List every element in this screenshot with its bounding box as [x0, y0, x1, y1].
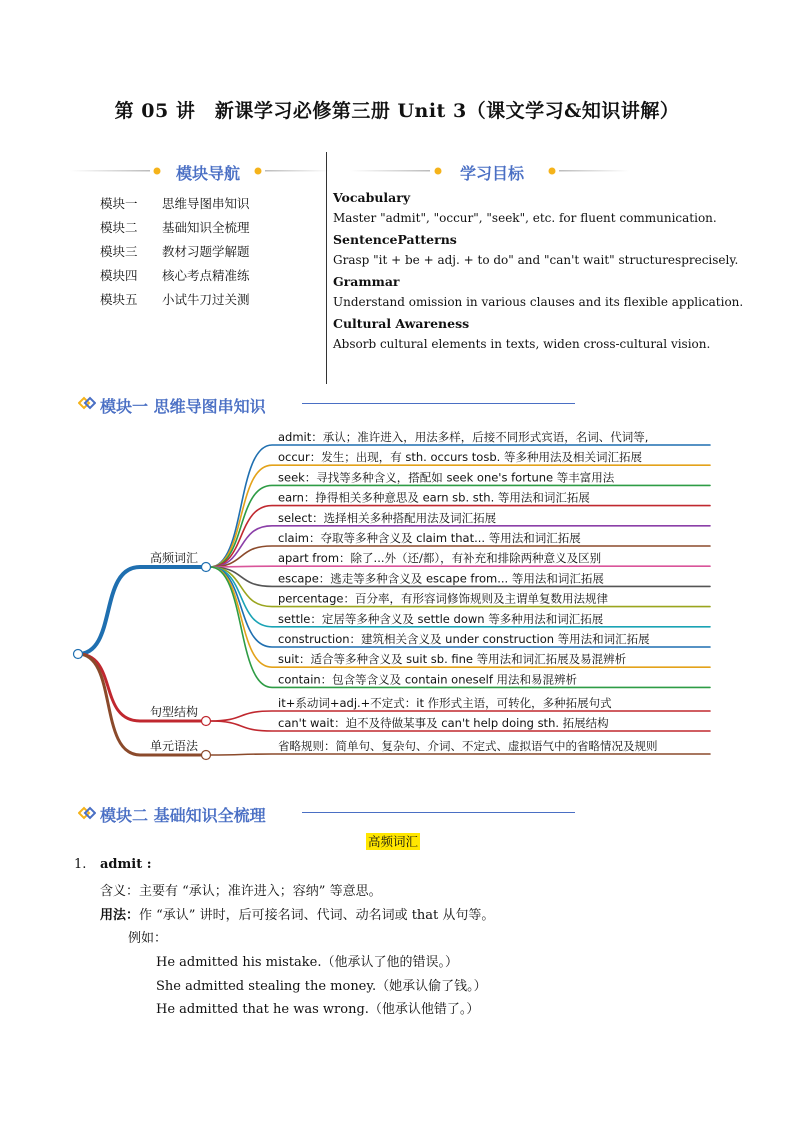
- goal-text: Master "admit", "occur", "seek", etc. for fluent communication.: [333, 211, 717, 225]
- nav-item-key: 模块一: [100, 196, 138, 211]
- goal-heading: Cultural Awareness: [333, 316, 470, 331]
- example-sentence: He admitted his mistake.（他承认了他的错误。）: [156, 955, 458, 970]
- nav-item-text: 思维导图串知识: [162, 196, 250, 211]
- double-diamond-icon: [78, 806, 96, 820]
- example-sentence: She admitted stealing the money.（她承认偷了钱。）: [156, 979, 487, 994]
- mindmap-connector: [78, 567, 202, 654]
- nav-item-text: 核心考点精准练: [162, 268, 250, 283]
- section2-rule: [302, 812, 575, 813]
- mindmap-root-node: [74, 650, 83, 659]
- nav-heading: 模块导航: [176, 164, 241, 183]
- mindmap-leaf: occur：发生；出现，有 sth. occurs tosb. 等多种用法及相关词汇拓展: [278, 450, 642, 465]
- entry-meaning: [100, 880, 382, 899]
- mindmap-leaf: admit：承认；准许进入，用法多样，后接不同形式宾语，名词、代词等,: [278, 430, 649, 444]
- dot-icon: [549, 168, 556, 175]
- mindmap-leaf: settle：定居等多种含义及 settle down 等多种用法和词汇拓展: [278, 611, 604, 626]
- mindmap-leaf: apart from：除了...外（还/都），有补充和排除两种意义及区别: [278, 551, 602, 566]
- entry-number: 1.: [74, 857, 87, 872]
- goal-heading: Grammar: [333, 274, 400, 289]
- goal-heading: SentencePatterns: [333, 232, 457, 247]
- column-divider: [326, 152, 327, 384]
- nav-item: [100, 266, 250, 284]
- mindmap-leaf: contain：包含等含义及 contain oneself 用法和易混辨析: [278, 672, 578, 687]
- mindmap-leaf: percentage：百分率，有形容词修饰规则及主谓单复数用法规律: [278, 591, 608, 606]
- highlight-label: 高频词汇: [368, 834, 419, 849]
- goals-heading: 学习目标: [460, 164, 525, 183]
- nav-item-key: 模块三: [100, 244, 138, 259]
- usage-text: 作 “承认” 讲时，后可接名词、代词、动名词或 that 从句等。: [139, 908, 495, 923]
- meaning-label: 含义：: [100, 884, 140, 899]
- section1-rule: [302, 403, 575, 404]
- mindmap-leaf: seek：寻找等多种含义，搭配如 seek one's fortune 等丰富用法: [278, 470, 615, 485]
- mindmap-branch-label: 句型结构: [150, 705, 199, 719]
- nav-item: [100, 194, 250, 212]
- mindmap-branch-node: [202, 751, 211, 760]
- mindmap-leaf: construction：建筑相关含义及 under construction 等用法和词汇拓展: [278, 632, 650, 646]
- nav-item-key: 模块二: [100, 220, 138, 235]
- goal-text: Grasp "it + be + adj. + to do" and "can't wait" structuresprecisely.: [333, 253, 739, 267]
- goal-heading: Vocabulary: [333, 190, 411, 205]
- dot-icon: [154, 168, 161, 175]
- mindmap-leaf: select：选择相关多种搭配用法及词汇拓展: [278, 510, 497, 525]
- mindmap-branch-label: 高频词汇: [150, 551, 199, 565]
- mindmap: [0, 420, 794, 770]
- nav-item: [100, 290, 250, 308]
- double-diamond-icon: [78, 396, 96, 410]
- nav-item-text: 基础知识全梳理: [162, 220, 250, 235]
- mindmap-branch-node: [202, 717, 211, 726]
- nav-item: [100, 242, 250, 260]
- example-sentence: He admitted that he was wrong.（他承认他错了。）: [156, 1002, 480, 1017]
- mindmap-leaf: 省略规则：简单句、复杂句、介词、不定式、虚拟语气中的省略情况及规则: [278, 739, 658, 753]
- mindmap-leaf: earn：挣得相关多种意思及 earn sb. sth. 等用法和词汇拓展: [278, 490, 590, 505]
- dot-icon: [435, 168, 442, 175]
- dot-icon: [255, 168, 262, 175]
- nav-item: [100, 218, 250, 236]
- entry-usage: [100, 904, 494, 923]
- section2-title: 模块二 基础知识全梳理: [100, 806, 266, 825]
- goal-text: Understand omission in various clauses and its flexible application.: [333, 295, 744, 309]
- mindmap-leaf: it+系动词+adj.+不定式：it 作形式主语，可转化，多种拓展句式: [278, 696, 612, 710]
- mindmap-leaf: suit：适合等多种含义及 suit sb. fine 等用法和词汇拓展及易混辨析: [278, 652, 627, 667]
- section1-title: 模块一 思维导图串知识: [100, 397, 266, 416]
- meaning-text: 主要有 “承认；准许进入；容纳” 等意思。: [139, 884, 382, 899]
- mindmap-branch-node: [202, 563, 211, 572]
- example-label: 例如：: [128, 931, 168, 946]
- nav-item-text: 小试牛刀过关测: [162, 292, 250, 307]
- nav-item-text: 教材习题学解题: [162, 244, 250, 259]
- page-title: 第 05 讲 新课学习必修第三册 Unit 3（课文学习&知识讲解）: [114, 100, 680, 122]
- mindmap-leaf: can't wait：迫不及待做某事及 can't help doing sth. 拓展结构: [278, 716, 609, 730]
- mindmap-leaf: claim：夺取等多种含义及 claim that... 等用法和词汇拓展: [278, 531, 581, 545]
- mindmap-branch-label: 单元语法: [150, 739, 199, 753]
- mindmap-connector: [210, 754, 710, 755]
- usage-label: 用法：: [100, 908, 140, 923]
- mindmap-leaf: escape：逃走等多种含义及 escape from... 等用法和词汇拓展: [278, 571, 604, 586]
- goal-text: Absorb cultural elements in texts, widen cross-cultural vision.: [333, 337, 711, 351]
- mindmap-connector: [210, 566, 710, 567]
- entry-word: admit :: [100, 857, 152, 872]
- nav-item-key: 模块四: [100, 268, 138, 283]
- nav-item-key: 模块五: [100, 292, 138, 307]
